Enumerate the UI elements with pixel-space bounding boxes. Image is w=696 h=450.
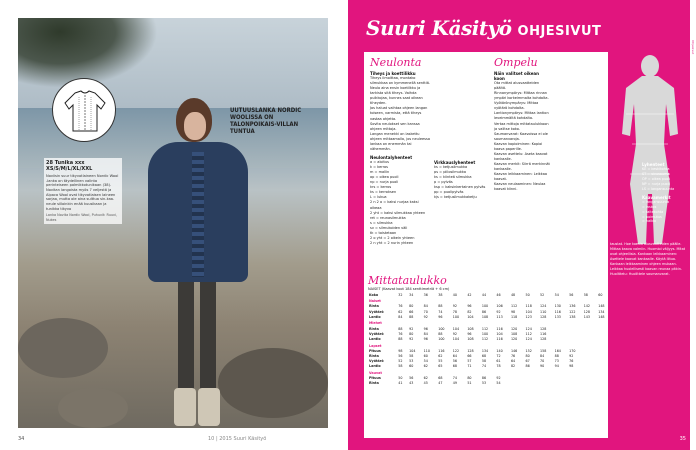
table-cell: 112 [525,331,532,336]
table-cell: 56 [452,359,457,364]
ompelu-paragraph: Vyötärönympärys: Mittaa vyötärö kohdalta. [494,101,539,111]
ompelu-column [494,56,550,192]
abbr-item: L = lukua [370,195,387,200]
table-cell: 88 [409,314,414,319]
table-cell: 43 [409,381,414,386]
table-cell: 60 [409,364,414,369]
table-cell: 158 [540,348,547,353]
sweater-sketch-icon [52,78,116,142]
table-cell: 96 [423,336,428,341]
table-cell: 70 [423,309,428,314]
neulonta-paragraph: Sovita neulokset sen kanssa ohjeen mittoja. [370,121,420,131]
table-cell: 62 [438,353,443,358]
lyhenne-item: ST = sivusauma [642,171,670,176]
table-cell: 100 [481,331,489,336]
table-cell: 74 [481,364,487,369]
table-cell [583,381,598,386]
table-cell: 74 [452,376,457,381]
table-cell: 120 [510,326,518,331]
neulonta-paragraph: Langan menekki on laskettu ohjeen mittaamalla, jos neuleessa lankaa on enemmän tai vähemmän. [370,131,430,151]
abbr-item: a = aloitus [370,159,389,164]
kaavamerkki-item: = laskos [642,204,657,209]
abbr-item: 2 n yht = 2 nurin yhteen [370,240,414,245]
abbr-item: kjs = ketjusilmukkaketju [434,195,477,200]
table-cell: 53 [409,359,414,364]
table-cell: 54 [496,381,501,386]
table-cell: 76 [398,331,403,336]
table-cell: 78 [496,364,501,369]
table-cell: 62 [423,376,428,381]
header-cell-size: 38 [438,292,443,297]
table-cell: 62 [398,309,403,314]
table-cell: 66 [409,309,414,314]
table-cell: 51 [467,381,472,386]
table-cell: 148 [598,304,605,309]
table-cell: 64 [452,353,457,358]
abbr-item: ks = kerroksen [370,190,397,195]
table-cell: 70 [540,359,545,364]
row-label: Lantio [369,364,381,369]
abbr-item: ks = kiinteä silmukka [434,175,472,180]
table-group-row [368,342,612,349]
model-leg [178,282,194,402]
table-cell: 58 [398,364,403,369]
table-cell: 116 [496,336,503,341]
table-cell: 106 [496,304,503,309]
table-cell [568,381,583,386]
caption-title: 28 Tunika xxx XS/S/M/L/XL/XXL [46,160,93,172]
table-cell: 108 [467,336,474,341]
table-cell: 110 [423,348,430,353]
abbr-item: ks = ketjusilmukka [434,165,468,169]
table-cell: 108 [481,314,489,319]
vertical-tab [690,0,696,450]
table-cell: 152 [525,348,532,353]
table-cell: 100 [481,304,489,309]
table-cell: 148 [598,314,605,319]
table-cell: 55 [438,359,443,364]
table-cell: 80 [525,353,530,358]
table-group-row [368,297,612,304]
table-cell: 80 [467,376,472,381]
table-cell: 112 [481,336,489,341]
header-cell-size: 46 [496,292,501,297]
measurement-table [368,292,612,386]
abbr-item: pp = puolipylväs [434,190,464,195]
rock [18,318,108,378]
header-cell-size: 40 [452,292,457,297]
section-title: OHJESIVUT [517,24,602,39]
table-cell: 94 [554,364,559,369]
table-cell: 96 [467,304,472,309]
table-cell: 116 [496,326,503,331]
table-cell [525,381,540,386]
table-cell: 68 [438,376,443,381]
table-cell: 100 [438,336,445,341]
abbr-item: m = mallin [370,170,390,175]
measurement-note: NAISET (Kaavat koot 184 senttimetriä + 6 cm) [368,287,450,291]
ompelu-paragraph: Kaavan asettelu: Aseta kaavat kankaalle. [494,151,548,161]
table-cell: 57 [467,359,472,364]
measurement-title: Mittataulukko [368,274,447,287]
header-cell-size: 54 [554,292,559,297]
ompelu-paragraph: Kaavan kopioiminen: Kopioi kaava paperille. [494,141,543,151]
table-cell: 124 [540,304,547,309]
page-header [366,16,601,40]
row-label: Rinta [369,326,379,331]
table-cell: 68 [452,364,457,369]
row-label: Vyötärö [369,331,384,336]
table-cell: 60 [423,353,428,358]
header-cell-size: 42 [467,292,472,297]
table-cell: 128 [540,314,547,319]
table-cell: 118 [510,314,518,319]
table-cell: 73 [554,359,559,364]
ompelu-title: Ompelu [494,56,538,69]
table-cell: 82 [510,364,516,369]
table-cell: 98 [510,309,516,314]
table-cell: 61 [496,359,501,364]
row-label: Rinta [369,304,379,309]
table-cell: 96 [438,314,443,319]
table-cell: 104 [496,331,503,336]
lyhenne-item: KE = keskikohta [642,167,670,171]
table-cell: 100 [438,326,445,331]
lyhenteet-box [642,160,694,224]
table-cell: 53 [481,381,487,386]
table-cell: 134 [481,348,489,353]
magazine-logo: Suuri Käsityö [366,16,512,40]
kaavamerkki-item: = halkio [642,219,657,224]
table-cell: 142 [583,304,590,309]
table-cell: 128 [583,309,590,314]
abbr-item: 2 o yht = 2 oikein yhteen [370,235,415,240]
table-cell: 92 [569,353,574,358]
table-cell: 76 [510,353,516,358]
table-cell: 104 [525,309,532,314]
instruction-card [364,52,608,438]
abbr-item: ret = reunasilmukka [370,215,406,220]
table-cell: 136 [569,304,576,309]
page-number-left: 34 [18,436,25,442]
table-cell: 96 [467,331,472,336]
table-row [368,381,612,386]
table-cell: 124 [525,326,532,331]
table-cell: 56 [409,376,414,381]
table-cell: 86 [481,309,487,314]
lyhenne-item: OP = oikea puoli [642,176,671,181]
header-cell-size: 34 [409,292,414,297]
kaavamerkki-item: = langansuunta [642,199,670,204]
table-cell: 113 [496,314,503,319]
table-cell: 41 [398,381,403,386]
table-cell: 56 [398,353,403,358]
abbr-item: p = pylväs [434,180,453,185]
table-cell: 88 [398,336,403,341]
abbr-item: 2 n 2 o = kaksi nurjaa kaksi oikeaa [370,200,419,210]
caption-text: Noviisin suur tikyvotlaineen Nordic Wool -lanka on täydellinen valinta perinteiseen palmikkotunikaan (38). Novitan langoista myös 7 veljestä ja Alpaca Wool ovat tikyvotlaisen laineen sarjaa, mutta ole aina sulttua sin-kaa. neule silloinkin enää kuusikaan ja tunikka tikyvo [46,174,119,211]
table-cell: 92 [496,376,501,381]
table-cell: 86 [525,364,530,369]
ompelu-paragraph: Saumanvarat: Kaavoissa ei ole saumanvaroja. [494,131,548,141]
rock [58,388,128,428]
header-cell-size: 36 [423,292,428,297]
cable-knit-tunic [148,142,248,282]
table-cell: 118 [525,304,532,309]
table-cell: 128 [540,336,547,341]
page-number-right: 35 [679,436,686,442]
table-cell: 128 [540,326,547,331]
header-cell-size: 32 [398,292,403,297]
model-figure [138,98,258,428]
model-boot [198,388,220,426]
table-cell: 116 [540,331,547,336]
ompelu-paragraph: Vertaa mittoja mittataulukkoon ja valitse koko. [494,121,549,131]
table-cell: 92 [423,314,428,319]
table-cell: 84 [398,314,403,319]
table-cell: 80 [409,304,414,309]
table-cell: 72 [496,353,501,358]
table-group-row [368,319,612,326]
table-cell: 134 [598,309,605,314]
vertical-tab-label: Ohjesivut [691,40,695,55]
table-cell: 104 [452,326,460,331]
abbr-item: s = silmukka [370,220,393,225]
table-cell: 49 [452,381,457,386]
table-cell: 66 [467,353,472,358]
row-label: Vyötärö [369,359,384,364]
table-cell: 120 [510,336,518,341]
row-label: Lantio [369,314,381,319]
table-cell: 124 [525,336,532,341]
header-cell-size: 52 [540,292,545,297]
abbr-item: tk = toistetaan [370,230,397,235]
neulonta-paragraph: Neulo aina ensin koetilkku ja tarkista sitä tiheys. Vaihda puikkojaa, kunnes saat oikean tiheyden. [370,86,423,106]
model-leg [200,282,216,402]
table-cell: 74 [438,309,443,314]
table-cell: 82 [467,309,472,314]
table-cell: 76 [569,359,574,364]
abbr-item: ps = piilosilmukka [434,170,467,175]
table-cell: 116 [438,348,445,353]
row-label: Pituus [369,376,381,381]
group-label: Miehet [369,321,382,326]
extra-instructions [610,242,688,277]
header-cell-size: 48 [510,292,516,297]
table-cell: 54 [423,359,428,364]
table-cell: 140 [496,348,503,353]
table-cell: 67 [525,359,530,364]
kaavamerkki-item: = poimutus [642,214,662,219]
table-cell: 112 [481,326,489,331]
table-cell: 52 [398,359,403,364]
table-cell: 138 [569,314,576,319]
table-cell: 108 [510,331,518,336]
table-cell: 88 [438,304,443,309]
abbr-item: ksp = kaksinkertainen pylväs [434,185,486,190]
table-cell: 62 [423,364,428,369]
table-cell: 78 [452,309,457,314]
model-face [184,112,206,140]
table-cell: 92 [496,309,501,314]
pattern-caption [44,158,122,224]
abbr-item: np = nurja puoli [370,180,399,185]
model-boot [174,388,196,426]
table-group-row [368,369,612,376]
table-cell: 92 [452,304,457,309]
row-label: Rinta [369,353,379,358]
ompelu-intro: Näin valitset oikean koon [494,71,539,81]
table-cell: 88 [398,326,403,331]
header-cell-size: 58 [583,292,588,297]
table-cell: 146 [510,348,518,353]
header-cell-size: 44 [481,292,487,297]
table-cell: 50 [398,376,403,381]
table-cell: 76 [398,304,403,309]
extra-text: taustat. Hoe koesia alusvaatteiden päälle. Mittaa kaava valmiin. Huomioi väljyys. Mitat ovat ohjeellisia. Kankaan leikkaaminen: Asettele kaavat kankaalle. Käytä liitua. Kankaan leikkaaminen ohjeen mukaan. Leikkaa huolellisesti kaavan reunaa pitkin. Huolittelu: Huolittele saumanvarat. [610,242,686,276]
table-cell: 80 [409,331,414,336]
neulonta-title: Neulonta [370,56,422,69]
row-label: Rinta [369,381,379,386]
table-cell [597,381,612,386]
neulonta-paragraph: Jos haluat vaihtaa ohjeen langan toiseen, varmista, että tiheys vastaa ohjetta. [370,106,428,121]
lyhenteet-title: Lyhenteet [642,162,665,167]
ompelu-paragraph: Kaavan leikkaaminen: Leikkaa kaavat. [494,172,548,182]
measurement-section [368,274,604,386]
group-label: Lapset [369,343,382,348]
neulonta-paragraph: Tiheys ilmoittaa, montako silmukkaa on kymmenellä senttiä. [370,76,430,86]
footer-left: 10 | 2015 Suuri Käsityö [208,436,267,442]
table-cell: 58 [481,359,487,364]
table-cell: 98 [398,348,403,353]
table-cell: 47 [438,381,443,386]
header-cell-label: Koko [369,292,379,297]
abbr-item: 2 yht = kaksi silmukkaa yhteen [370,210,426,215]
table-cell: 65 [438,364,443,369]
table-cell: 88 [438,331,443,336]
model-photo [18,18,328,428]
kaavamerkit-title: Kaavamerkit [642,194,671,200]
table-cell: 58 [409,353,414,358]
table-cell: 84 [540,353,545,358]
abbr-item: sv = silmukoiden väli [370,225,408,230]
lyhenne-item: LS = langansuunta [642,186,675,191]
table-cell: 92 [409,326,414,331]
row-label: Pituus [369,348,381,353]
table-cell: 64 [510,359,516,364]
table-cell: 122 [569,309,576,314]
group-label: Naiset [369,299,381,304]
table-cell: 68 [481,353,487,358]
table-cell: 88 [554,353,559,358]
ompelu-paragraph: Lantionympärys: Mittaa lantion leveimmältä kohdalta. [494,111,549,121]
table-cell: 92 [409,336,414,341]
virkkaus-column [434,158,488,200]
table-cell: 92 [452,331,457,336]
table-cell: 122 [452,348,460,353]
table-cell: 86 [481,376,487,381]
table-cell: 112 [510,304,518,309]
table-cell: 45 [423,381,428,386]
table-cell: 71 [467,364,472,369]
table-cell: 90 [540,364,545,369]
header-cell-size: 50 [525,292,530,297]
neulonta-intro: Tiheys ja koettilikku [370,71,416,76]
table-cell: 104 [452,336,460,341]
row-label: Lantio [369,336,381,341]
table-cell: 143 [583,314,590,319]
table-cell: 84 [423,331,428,336]
table-cell: 96 [423,326,428,331]
table-cell: 123 [525,314,532,319]
table-cell: 104 [467,314,474,319]
table-cell: 164 [554,348,561,353]
pull-quote: UUTUUSLANKA NORDIC WOOLISSA ON TALONPOIKAIS-VILLAN TUNTUA [230,107,302,135]
table-cell: 170 [569,348,576,353]
lyhenne-item: NP = nurja puoli [642,181,670,186]
table-cell: 128 [467,348,474,353]
row-label: Vyötärö [369,309,384,314]
table-cell: 110 [540,309,547,314]
caption-credit: Lanka Novita Nordic Wool, Puhuvit: Ruuvi, Nukes [46,213,118,222]
table-cell: 100 [452,314,460,319]
neulonta-column [370,56,430,246]
group-label: Vauvat [369,370,382,375]
abbr-item: krs = kerros [370,185,392,190]
ompelu-paragraph: Rinnanympärys: Mittaa rinnan ympäri korkeimmalta kohdalta. [494,91,549,101]
virkkaus-abbr-title: Virkkauslyhenteet [434,160,476,165]
table-cell: 98 [569,364,574,369]
table-cell [554,381,569,386]
header-cell-size: 56 [569,292,574,297]
ompelu-paragraph: Kaavan neulaaminen: Neulaa kaavat kiinni. [494,182,546,192]
ompelu-paragraph: Kaavan merkit: Siirrä merkinnät kankaalle. [494,162,550,172]
table-cell: 130 [554,304,561,309]
table-cell: 116 [554,309,561,314]
abbr-item: op = oikea puoli [370,175,399,180]
kaavamerkki-item: = taitekohta [642,209,664,214]
header-cell-size: 60 [598,292,603,297]
table-cell: 104 [409,348,416,353]
table-cell: 108 [467,326,474,331]
table-cell [510,381,525,386]
ompelu-paragraph: Ota mittat alusvaatteiden päältä. [494,81,540,91]
table-cell: 133 [554,314,561,319]
table-cell: 84 [423,304,428,309]
table-cell [539,381,554,386]
neulonta-abbr-title: Neulontalyhenteet [370,154,413,160]
abbr-item: k = kerros [370,165,388,169]
